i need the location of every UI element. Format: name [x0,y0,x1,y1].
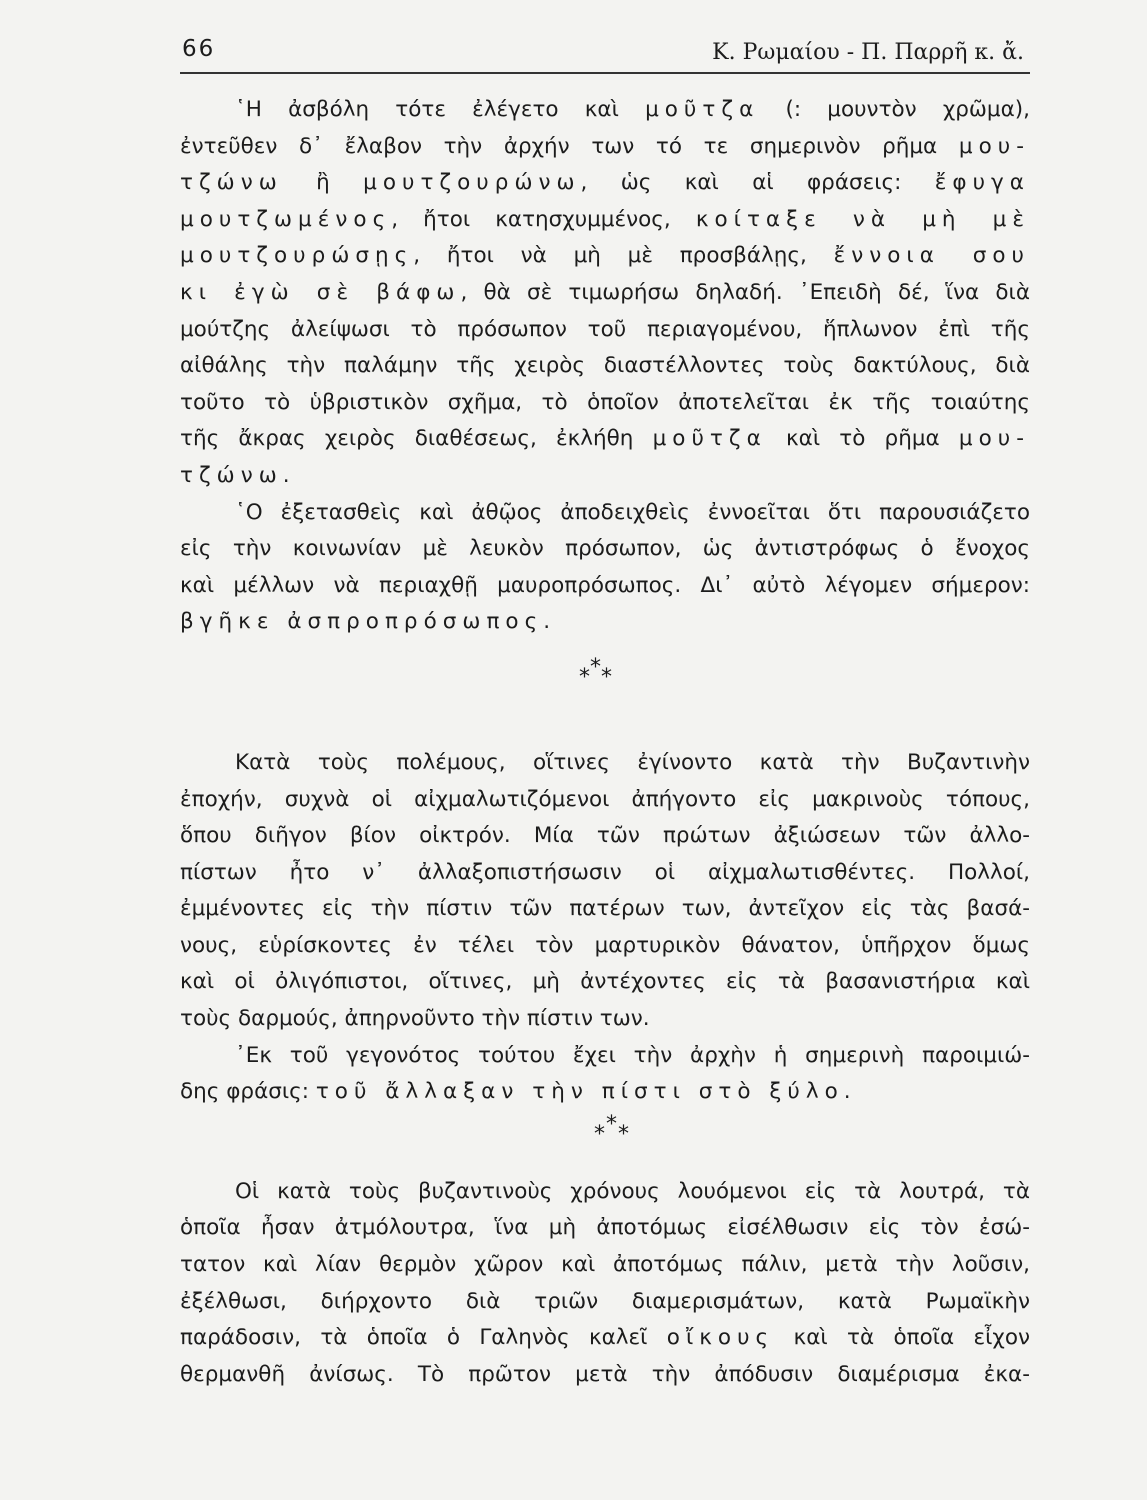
text-line: παράδοσιν, τὰ ὁποῖα ὁ Γαληνὸς καλεῖ οἴκους καὶ τὰ ὁποῖα εἶχον [180,1325,1030,1351]
text-line: ὁποῖα ἦσαν ἀτμόλουτρα, ἵνα μὴ ἀποτόμως εἰσέλθωσιν εἰς τὸν ἐσώ- [180,1215,1030,1241]
text-line: ἐποχήν, συχνὰ οἱ αἰχμαλωτιζόμενοι ἀπήγοντο εἰς μακρινοὺς τόπους, [180,786,1030,812]
text-line: θερμανθῆ ἀνίσως. Τὸ πρῶτον μετὰ τὴν ἀπόδυσιν διαμέρισμα ἐκα- [180,1361,1030,1387]
text-line: τζώνω. [180,462,290,488]
text-line: μουτζωμένος, ἤτοι κατησχυμμένος, κοίταξε νὰ μὴ μὲ [180,206,1030,232]
asterism-star: * [618,1121,629,1147]
asterism-star: * [579,664,590,690]
page-header [180,30,1030,74]
text-line: ἐξέλθωσι, διήρχοντο διὰ τριῶν διαμερισμάτων, κατὰ Ρωμαϊκὴν [180,1288,1030,1314]
text-line: μούτζης ἀλείψωσι τὸ πρόσωπον τοῦ περιαγομένου, ἥπλωνον ἐπὶ τῆς [180,316,1030,342]
text-line: ἐντεῦθεν δ᾽ ἔλαβον τὴν ἀρχήν των τό τε σημερινὸν ρῆμα μου- [180,133,1030,159]
text-line: βγῆκε ἀσπροπρόσωπος. [180,609,551,635]
text-line: αἰθάλης τὴν παλάμην τῆς χειρὸς διαστέλλοντες τοὺς δακτύλους, διὰ [180,353,1030,379]
text-line: ᾿Εκ τοῦ γεγονότος τούτου ἔχει τὴν ἀρχὴν ἡ σημερινὴ παροιμιώ- [235,1042,1030,1068]
section-asterism [180,641,1030,745]
text-line: ῾Ο ἐξετασθεὶς καὶ ἀθῷος ἀποδειχθεὶς ἐννοεῖται ὅτι παρουσιάζετο [235,499,1030,525]
asterism-star: * [606,1111,617,1137]
asterism-star: * [594,1121,605,1147]
section-asterism [180,1111,1030,1174]
text-line: τατον καὶ λίαν θερμὸν χῶρον καὶ ἀποτόμως πάλιν, μετὰ τὴν λοῦσιν, [180,1252,1030,1278]
running-head: Κ. Ρωμαίου - Π. Παρρῆ κ. ἄ. [712,40,1024,65]
text-line: εἰς τὴν κοινωνίαν μὲ λευκὸν πρόσωπον, ὡς ἀντιστρόφως ὁ ἔνοχος [180,536,1030,562]
text-line: ἐμμένοντες εἰς τὴν πίστιν τῶν πατέρων των, ἀντεῖχον εἰς τὰς βασά- [180,896,1030,922]
text-line: Κατὰ τοὺς πολέμους, οἵτινες ἐγίνοντο κατὰ τὴν Βυζαντινὴν [235,749,1030,775]
text-line: δης φράσις: τοῦ ἄλλαξαν τὴν πίστι στὸ ξύλο. [180,1079,851,1105]
text-line: καὶ οἱ ὀλιγόπιστοι, οἵτινες, μὴ ἀντέχοντες εἰς τὰ βασανιστήρια καὶ [180,969,1030,995]
text-line: τζώνω ἢ μουτζουρώνω, ὡς καὶ αἱ φράσεις: ἔφυγα [180,170,1030,196]
text-line: ὅπου διῆγον βίον οἰκτρόν. Μία τῶν πρώτων ἀξιώσεων τῶν ἀλλο- [180,823,1030,849]
text-line: ῾Η ἀσβόλη τότε ἐλέγετο καὶ μοῦτζα (: μουντὸν χρῶμα), [235,97,1030,122]
asterism-star: * [601,664,612,690]
text-line: Οἱ κατὰ τοὺς βυζαντινοὺς χρόνους λουόμενοι εἰς τὰ λουτρά, τὰ [235,1178,1030,1204]
text-line: τοὺς δαρμούς, ἀπηρνοῦντο τὴν πίστιν των. [180,1006,650,1032]
page-number: 66 [182,36,216,62]
text-line: νους, εὑρίσκοντες ἐν τέλει τὸν μαρτυρικὸν θάνατον, ὑπῆρχον ὅμως [180,932,1030,958]
text-line: τῆς ἄκρας χειρὸς διαθέσεως, ἐκλήθη μοῦτζα καὶ τὸ ρῆμα μου- [180,426,1030,452]
asterism-star: * [590,654,601,680]
text-line: κι ἐγὼ σὲ βάφω, θὰ σὲ τιμωρήσω δηλαδή. ᾿Επειδὴ δέ, ἵνα διὰ [180,279,1030,305]
text-line: πίστων ἦτο ν᾽ ἀλλαξοπιστήσωσιν οἱ αἰχμαλωτισθέντες. Πολλοί, [180,859,1030,885]
text-line: μουτζουρώσῃς, ἤτοι νὰ μὴ μὲ προσβάλῃς, ἔννοια σου [180,243,1030,269]
text-line: τοῦτο τὸ ὑβριστικὸν σχῆμα, τὸ ὁποῖον ἀποτελεῖται ἐκ τῆς τοιαύτης [180,389,1030,415]
text-line: καὶ μέλλων νὰ περιαχθῇ μαυροπρόσωπος. Δι᾽ αὐτὸ λέγομεν σήμερον: [180,572,1030,598]
body-text [180,92,1030,1393]
